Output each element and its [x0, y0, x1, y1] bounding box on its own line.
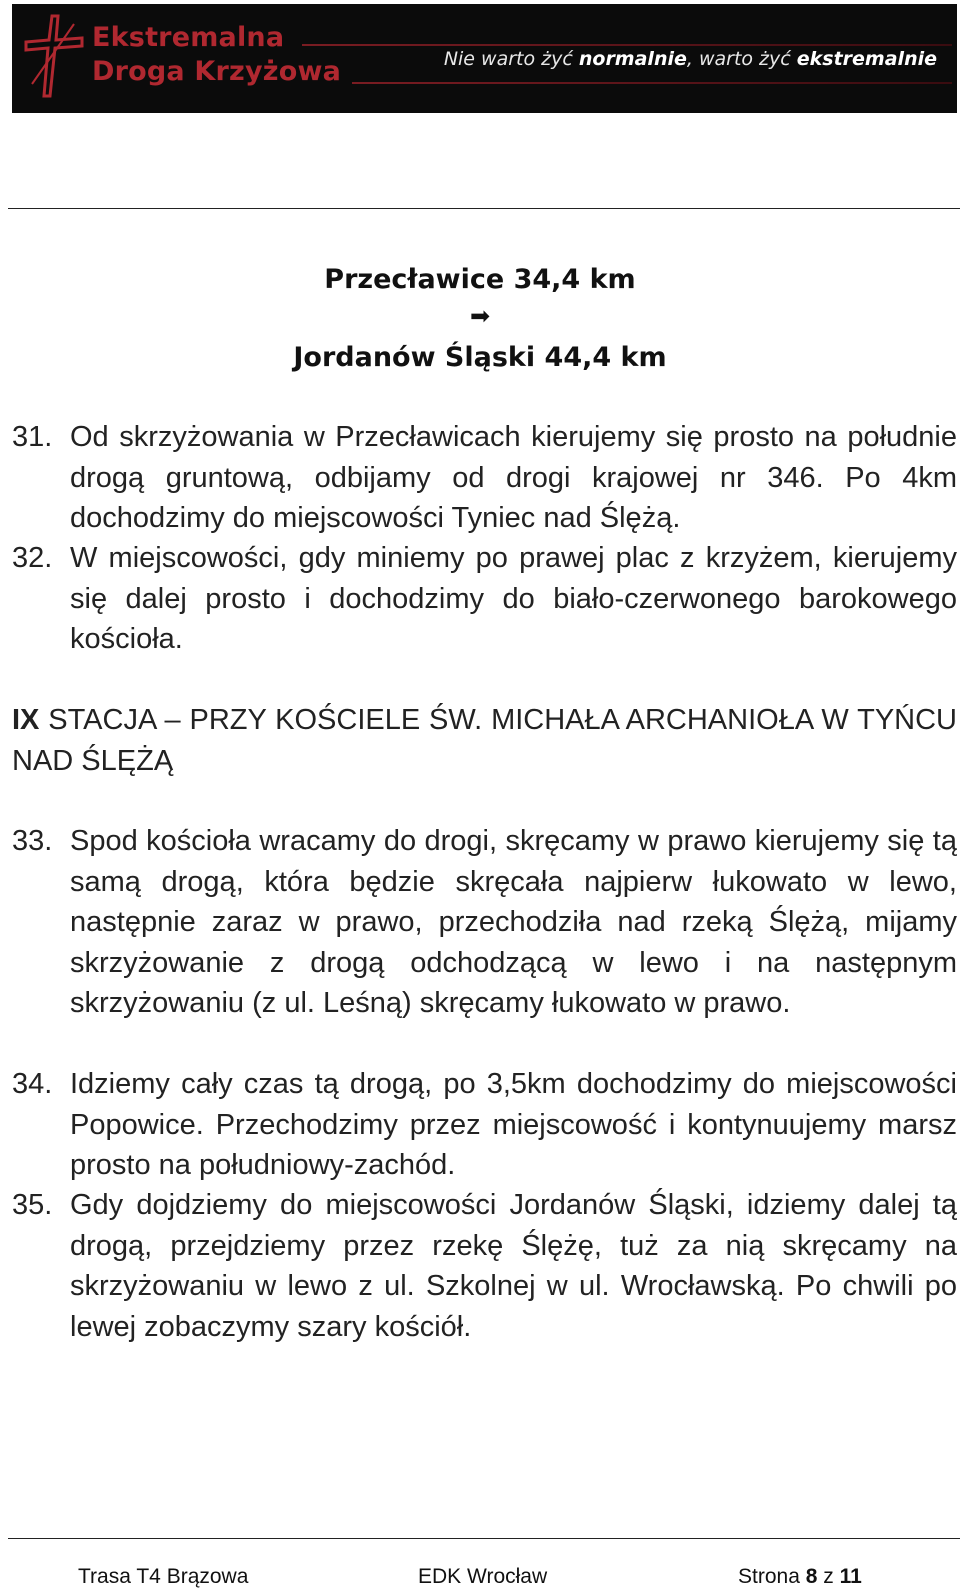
item-number: 33. [12, 825, 53, 857]
item-text: Spod kościoła wracamy do drogi, skręcamy w prawo kierujemy się tą samą drogą, która będzie skręcała najpierw łukowato w lewo, następnie zaraz w prawo, przechodziła nad rzeką Ślężą, mijamy skrzyżowanie z drogą odchodzącą w lewo i na następnym skrzyżowaniu (z ul. Leśną) skręcamy łukowato w prawo. [70, 825, 957, 1020]
footer-page-number: Strona 8 z 11 [738, 1565, 862, 1588]
list-item [12, 1064, 957, 1186]
item-text: Gdy dojdziemy do miejscowości Jordanów Śląski, idziemy dalej tą drogą, przejdziemy przez rzekę Ślężę, tuż za nią skręcamy na skrzyżowaniu w lewo z ul. Szkolnej w ul. Wrocławską. Po chwili po lewej zobaczymy szary kościół. [70, 1189, 957, 1343]
logo-text-line2: Droga Krzyżowa [92, 56, 342, 87]
route-to: Jordanów Śląski 44,4 km [293, 342, 667, 373]
list-item [12, 1185, 957, 1347]
slogan: Nie warto żyć normalnie, warto żyć ekstremalnie [443, 48, 937, 70]
footer-route-name: Trasa T4 Brązowa [78, 1565, 249, 1588]
list-item [12, 821, 957, 1024]
item-number: 32. [12, 542, 53, 574]
item-text: W miejscowości, gdy miniemy po prawej plac z krzyżem, kierujemy się dalej prosto i dochodzimy do biało-czerwonego barokowego kościoła. [70, 542, 957, 656]
list-item [12, 538, 957, 660]
item-text: Od skrzyżowania w Przecławicach kierujemy się prosto na południe drogą gruntową, odbijamy od drogi krajowej nr 346. Po 4km dochodzimy do miejscowości Tyniec nad Ślężą. [70, 421, 957, 535]
header-divider [8, 208, 960, 209]
station-title: STACJA – PRZY KOŚCIELE ŚW. MICHAŁA ARCHANIOŁA W TYŃCU NAD ŚLĘŻĄ [12, 704, 957, 777]
cross-logo-icon [22, 14, 86, 98]
footer-org: EDK Wrocław [418, 1565, 548, 1588]
item-number: 35. [12, 1189, 53, 1221]
logo-text-line1: Ekstremalna [92, 22, 285, 53]
station-number: IX [12, 704, 40, 736]
item-text: Idziemy cały czas tą drogą, po 3,5km dochodzimy do miejscowości Popowice. Przechodzimy przez miejscowość i kontynuujemy marsz prosto na południowy-zachód. [70, 1068, 957, 1182]
route-from: Przecławice 34,4 km [324, 264, 636, 295]
right-arrow-icon: ➡ [469, 302, 491, 330]
banner-rule [352, 82, 952, 84]
item-number: 31. [12, 421, 53, 453]
header-banner [12, 4, 957, 113]
list-item [12, 417, 957, 539]
item-number: 34. [12, 1068, 53, 1100]
banner-rule [302, 44, 952, 46]
footer-divider [8, 1538, 960, 1539]
station-heading [12, 700, 957, 782]
